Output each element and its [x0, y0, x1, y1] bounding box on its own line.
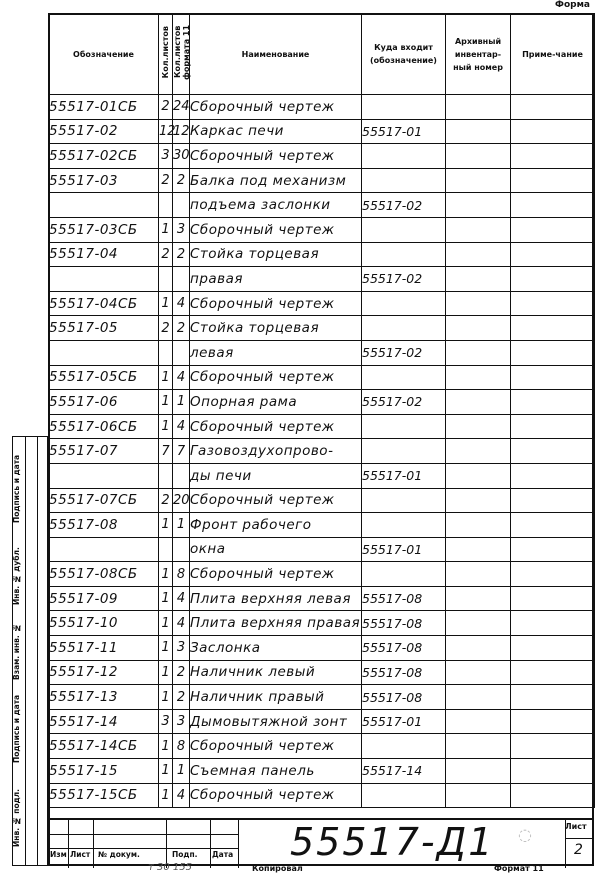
designation-cell: 55517-14	[49, 709, 159, 734]
name-cell: Сборочный чертеж	[190, 217, 362, 242]
designation-cell	[49, 463, 159, 488]
sheets-cell: 1	[159, 611, 173, 636]
tb-date: Дата	[212, 850, 234, 859]
table-row	[49, 513, 595, 538]
table-row	[49, 488, 595, 513]
tb-sign: Подп.	[172, 850, 198, 859]
table-row	[49, 709, 595, 734]
tb-izm: Изм	[50, 850, 67, 859]
note-cell	[511, 193, 595, 218]
designation-cell: 55517-09	[49, 586, 159, 611]
name-cell: Сборочный чертеж	[190, 734, 362, 759]
designation-cell: 55517-08	[49, 513, 159, 538]
archive-cell	[446, 390, 511, 415]
sheets-cell: 7	[159, 439, 173, 464]
handwritten-note: т 30 155	[148, 862, 192, 873]
strip-label-sign-date-2: Подпись и дата	[12, 454, 21, 524]
name-cell: Сборочный чертеж	[190, 365, 362, 390]
tb-doc-no: № докум.	[98, 850, 140, 859]
sheets-f11-cell: 8	[173, 562, 190, 587]
archive-cell	[446, 217, 511, 242]
designation-cell: 55517-14СБ	[49, 734, 159, 759]
sheets-f11-cell: 20	[173, 488, 190, 513]
designation-cell: 55517-06	[49, 390, 159, 415]
name-cell: Наличник правый	[190, 685, 362, 710]
name-cell: Сборочный чертеж	[190, 488, 362, 513]
sheets-f11-cell: 2	[173, 685, 190, 710]
name-cell: Сборочный чертеж	[190, 95, 362, 120]
archive-cell	[446, 709, 511, 734]
name-cell: Стойка торцевая	[190, 316, 362, 341]
header-archive-no: Архивный инвентар-ный номер	[446, 14, 511, 95]
sheets-f11-cell	[173, 537, 190, 562]
table-row	[49, 291, 595, 316]
goes-into-cell	[362, 734, 446, 759]
goes-into-cell	[362, 217, 446, 242]
sheets-f11-cell: 24	[173, 95, 190, 120]
designation-cell: 55517-01СБ	[49, 95, 159, 120]
table-row	[49, 463, 595, 488]
goes-into-cell: 55517-08	[362, 660, 446, 685]
table-row	[49, 759, 595, 784]
goes-into-cell: 55517-02	[362, 193, 446, 218]
header-designation: Обозначение	[49, 14, 159, 95]
note-cell	[511, 168, 595, 193]
sheets-f11-cell: 4	[173, 365, 190, 390]
sheets-f11-cell: 12	[173, 119, 190, 144]
sheets-f11-cell: 2	[173, 660, 190, 685]
sheets-f11-cell	[173, 340, 190, 365]
archive-cell	[446, 119, 511, 144]
sheets-f11-cell: 1	[173, 759, 190, 784]
designation-cell: 55517-07	[49, 439, 159, 464]
sheets-cell: 2	[159, 168, 173, 193]
table-row	[49, 316, 595, 341]
sheet-number: 2	[574, 842, 583, 858]
goes-into-cell	[362, 414, 446, 439]
sheets-cell: 3	[159, 709, 173, 734]
header-row	[49, 14, 595, 95]
designation-cell: 55517-05СБ	[49, 365, 159, 390]
header-sheet-count: Кол.листов	[159, 14, 173, 95]
sheets-cell: 2	[159, 488, 173, 513]
goes-into-cell: 55517-08	[362, 685, 446, 710]
sheets-cell: 1	[159, 291, 173, 316]
sheets-cell: 1	[159, 414, 173, 439]
sheets-cell: 2	[159, 316, 173, 341]
name-cell: Газовоздухопрово-	[190, 439, 362, 464]
sheets-f11-cell: 4	[173, 414, 190, 439]
sheets-f11-cell: 4	[173, 783, 190, 808]
footer-copied: Копировал	[252, 864, 303, 873]
sheets-f11-cell: 2	[173, 168, 190, 193]
name-cell: левая	[190, 340, 362, 365]
table-row	[49, 537, 595, 562]
sheets-cell: 1	[159, 365, 173, 390]
goes-into-cell	[362, 144, 446, 169]
name-cell: Наличник левый	[190, 660, 362, 685]
name-cell: Заслонка	[190, 636, 362, 661]
sheets-f11-cell: 4	[173, 586, 190, 611]
goes-into-cell	[362, 783, 446, 808]
note-cell	[511, 144, 595, 169]
sheets-f11-cell: 8	[173, 734, 190, 759]
table-row	[49, 267, 595, 292]
goes-into-cell: 55517-01	[362, 119, 446, 144]
sheets-f11-cell: 7	[173, 439, 190, 464]
document-code: 55517-Д1	[290, 820, 495, 864]
designation-cell	[49, 537, 159, 562]
archive-cell	[446, 586, 511, 611]
sheets-cell: 2	[159, 95, 173, 120]
designation-cell: 55517-06СБ	[49, 414, 159, 439]
table-row	[49, 390, 595, 415]
archive-cell	[446, 463, 511, 488]
sheets-cell: 1	[159, 586, 173, 611]
table-row	[49, 685, 595, 710]
archive-cell	[446, 193, 511, 218]
archive-cell	[446, 488, 511, 513]
sheets-cell	[159, 267, 173, 292]
note-cell	[511, 660, 595, 685]
sheets-f11-cell	[173, 193, 190, 218]
header-sheet-count-format: Кол.листов формата 11	[173, 14, 190, 95]
designation-cell: 55517-03	[49, 168, 159, 193]
name-cell: Съемная панель	[190, 759, 362, 784]
sheets-cell: 1	[159, 513, 173, 538]
archive-cell	[446, 611, 511, 636]
sheets-cell: 1	[159, 562, 173, 587]
name-cell: Балка под механизм	[190, 168, 362, 193]
sheets-f11-cell: 3	[173, 709, 190, 734]
sheets-cell: 1	[159, 685, 173, 710]
goes-into-cell	[362, 439, 446, 464]
table-row	[49, 734, 595, 759]
goes-into-cell	[362, 291, 446, 316]
sheets-f11-cell	[173, 463, 190, 488]
sheets-cell: 2	[159, 242, 173, 267]
note-cell	[511, 513, 595, 538]
sheets-cell: 1	[159, 390, 173, 415]
note-cell	[511, 709, 595, 734]
table-row	[49, 660, 595, 685]
sheets-cell: 1	[159, 660, 173, 685]
goes-into-cell	[362, 168, 446, 193]
designation-cell: 55517-07СБ	[49, 488, 159, 513]
strip-label-inv-dup: Инв. № дубл.	[12, 547, 21, 606]
goes-into-cell: 55517-01	[362, 709, 446, 734]
note-cell	[511, 734, 595, 759]
note-cell	[511, 586, 595, 611]
designation-cell	[49, 340, 159, 365]
sheets-cell: 1	[159, 783, 173, 808]
tb-list: Лист	[70, 850, 91, 859]
sheets-cell: 1	[159, 636, 173, 661]
sheets-f11-cell: 4	[173, 611, 190, 636]
sheets-f11-cell	[173, 267, 190, 292]
goes-into-cell: 55517-01	[362, 537, 446, 562]
sheets-cell	[159, 537, 173, 562]
table-row	[49, 783, 595, 808]
name-cell: Сборочный чертеж	[190, 144, 362, 169]
archive-cell	[446, 316, 511, 341]
strip-label-sign-date-1: Подпись и дата	[12, 694, 21, 764]
sheets-f11-cell: 1	[173, 513, 190, 538]
goes-into-cell: 55517-14	[362, 759, 446, 784]
goes-into-cell: 55517-02	[362, 340, 446, 365]
designation-cell: 55517-12	[49, 660, 159, 685]
archive-cell	[446, 537, 511, 562]
archive-cell	[446, 759, 511, 784]
table-row	[49, 611, 595, 636]
strip-label-inv-orig: Инв. № подл.	[12, 788, 21, 847]
name-cell: ды печи	[190, 463, 362, 488]
note-cell	[511, 242, 595, 267]
archive-cell	[446, 660, 511, 685]
note-cell	[511, 390, 595, 415]
spec-table	[48, 13, 595, 808]
table-row	[49, 562, 595, 587]
designation-cell: 55517-04СБ	[49, 291, 159, 316]
name-cell: Сборочный чертеж	[190, 414, 362, 439]
sheets-f11-cell: 2	[173, 316, 190, 341]
note-cell	[511, 95, 595, 120]
name-cell: правая	[190, 267, 362, 292]
designation-cell: 55517-02СБ	[49, 144, 159, 169]
archive-cell	[446, 783, 511, 808]
table-row	[49, 636, 595, 661]
goes-into-cell	[362, 316, 446, 341]
name-cell: Фронт рабочего	[190, 513, 362, 538]
note-cell	[511, 537, 595, 562]
designation-cell	[49, 193, 159, 218]
header-name: Наименование	[190, 14, 362, 95]
sheets-cell: 1	[159, 217, 173, 242]
name-cell: Сборочный чертеж	[190, 291, 362, 316]
name-cell: Опорная рама	[190, 390, 362, 415]
archive-cell	[446, 734, 511, 759]
table-row	[49, 119, 595, 144]
strip-label-replace-inv: Взам. инв. №	[12, 623, 21, 680]
archive-cell	[446, 291, 511, 316]
note-cell	[511, 291, 595, 316]
note-cell	[511, 562, 595, 587]
note-cell	[511, 611, 595, 636]
name-cell: окна	[190, 537, 362, 562]
header-note: Приме-чание	[511, 14, 595, 95]
designation-cell: 55517-05	[49, 316, 159, 341]
table-row	[49, 414, 595, 439]
archive-cell	[446, 340, 511, 365]
note-cell	[511, 119, 595, 144]
name-cell: подъема заслонки	[190, 193, 362, 218]
note-cell	[511, 636, 595, 661]
sheets-f11-cell: 4	[173, 291, 190, 316]
archive-cell	[446, 168, 511, 193]
archive-cell	[446, 95, 511, 120]
archive-cell	[446, 636, 511, 661]
goes-into-cell	[362, 488, 446, 513]
table-row	[49, 168, 595, 193]
designation-cell: 55517-10	[49, 611, 159, 636]
sheets-f11-cell: 2	[173, 242, 190, 267]
sheets-cell	[159, 193, 173, 218]
note-cell	[511, 316, 595, 341]
name-cell: Стойка торцевая	[190, 242, 362, 267]
name-cell: Плита верхняя правая	[190, 611, 362, 636]
table-row	[49, 586, 595, 611]
archive-cell	[446, 365, 511, 390]
note-cell	[511, 340, 595, 365]
form-label: Форма	[555, 0, 590, 10]
designation-cell: 55517-04	[49, 242, 159, 267]
footer-format: Формат 11	[494, 864, 544, 873]
sheets-f11-cell: 3	[173, 217, 190, 242]
sheets-cell: 1	[159, 734, 173, 759]
name-cell: Каркас печи	[190, 119, 362, 144]
name-cell: Плита верхняя левая	[190, 586, 362, 611]
archive-cell	[446, 685, 511, 710]
note-cell	[511, 439, 595, 464]
goes-into-cell: 55517-08	[362, 586, 446, 611]
goes-into-cell: 55517-02	[362, 390, 446, 415]
table-row	[49, 242, 595, 267]
note-cell	[511, 685, 595, 710]
table-row	[49, 95, 595, 120]
designation-cell: 55517-02	[49, 119, 159, 144]
note-cell	[511, 267, 595, 292]
goes-into-cell: 55517-02	[362, 267, 446, 292]
table-row	[49, 144, 595, 169]
goes-into-cell	[362, 365, 446, 390]
archive-cell	[446, 267, 511, 292]
goes-into-cell: 55517-08	[362, 636, 446, 661]
archive-cell	[446, 242, 511, 267]
name-cell: Сборочный чертеж	[190, 562, 362, 587]
archive-cell	[446, 144, 511, 169]
table-row	[49, 193, 595, 218]
sheets-cell	[159, 340, 173, 365]
archive-cell	[446, 414, 511, 439]
sheets-f11-cell: 3	[173, 636, 190, 661]
designation-cell: 55517-11	[49, 636, 159, 661]
designation-cell: 55517-03СБ	[49, 217, 159, 242]
archive-cell	[446, 439, 511, 464]
faint-mark: ◌	[518, 825, 532, 844]
sheets-f11-cell: 1	[173, 390, 190, 415]
note-cell	[511, 414, 595, 439]
designation-cell: 55517-13	[49, 685, 159, 710]
note-cell	[511, 783, 595, 808]
goes-into-cell	[362, 562, 446, 587]
table-row	[49, 439, 595, 464]
table-row	[49, 217, 595, 242]
goes-into-cell: 55517-01	[362, 463, 446, 488]
designation-cell: 55517-08СБ	[49, 562, 159, 587]
table-row	[49, 365, 595, 390]
sheet-label: Лист	[565, 822, 587, 831]
goes-into-cell	[362, 513, 446, 538]
sheets-cell: 1	[159, 759, 173, 784]
name-cell: Дымовытяжной зонт	[190, 709, 362, 734]
note-cell	[511, 217, 595, 242]
sheets-cell	[159, 463, 173, 488]
archive-cell	[446, 513, 511, 538]
header-goes-into: Куда входит (обозначение)	[362, 14, 446, 95]
designation-cell	[49, 267, 159, 292]
goes-into-cell: 55517-08	[362, 611, 446, 636]
table-row	[49, 340, 595, 365]
note-cell	[511, 365, 595, 390]
sheets-f11-cell: 30	[173, 144, 190, 169]
goes-into-cell	[362, 242, 446, 267]
designation-cell: 55517-15	[49, 759, 159, 784]
note-cell	[511, 463, 595, 488]
sheets-cell: 3	[159, 144, 173, 169]
note-cell	[511, 488, 595, 513]
goes-into-cell	[362, 95, 446, 120]
name-cell: Сборочный чертеж	[190, 783, 362, 808]
sheets-cell: 12	[159, 119, 173, 144]
designation-cell: 55517-15СБ	[49, 783, 159, 808]
archive-cell	[446, 562, 511, 587]
note-cell	[511, 759, 595, 784]
